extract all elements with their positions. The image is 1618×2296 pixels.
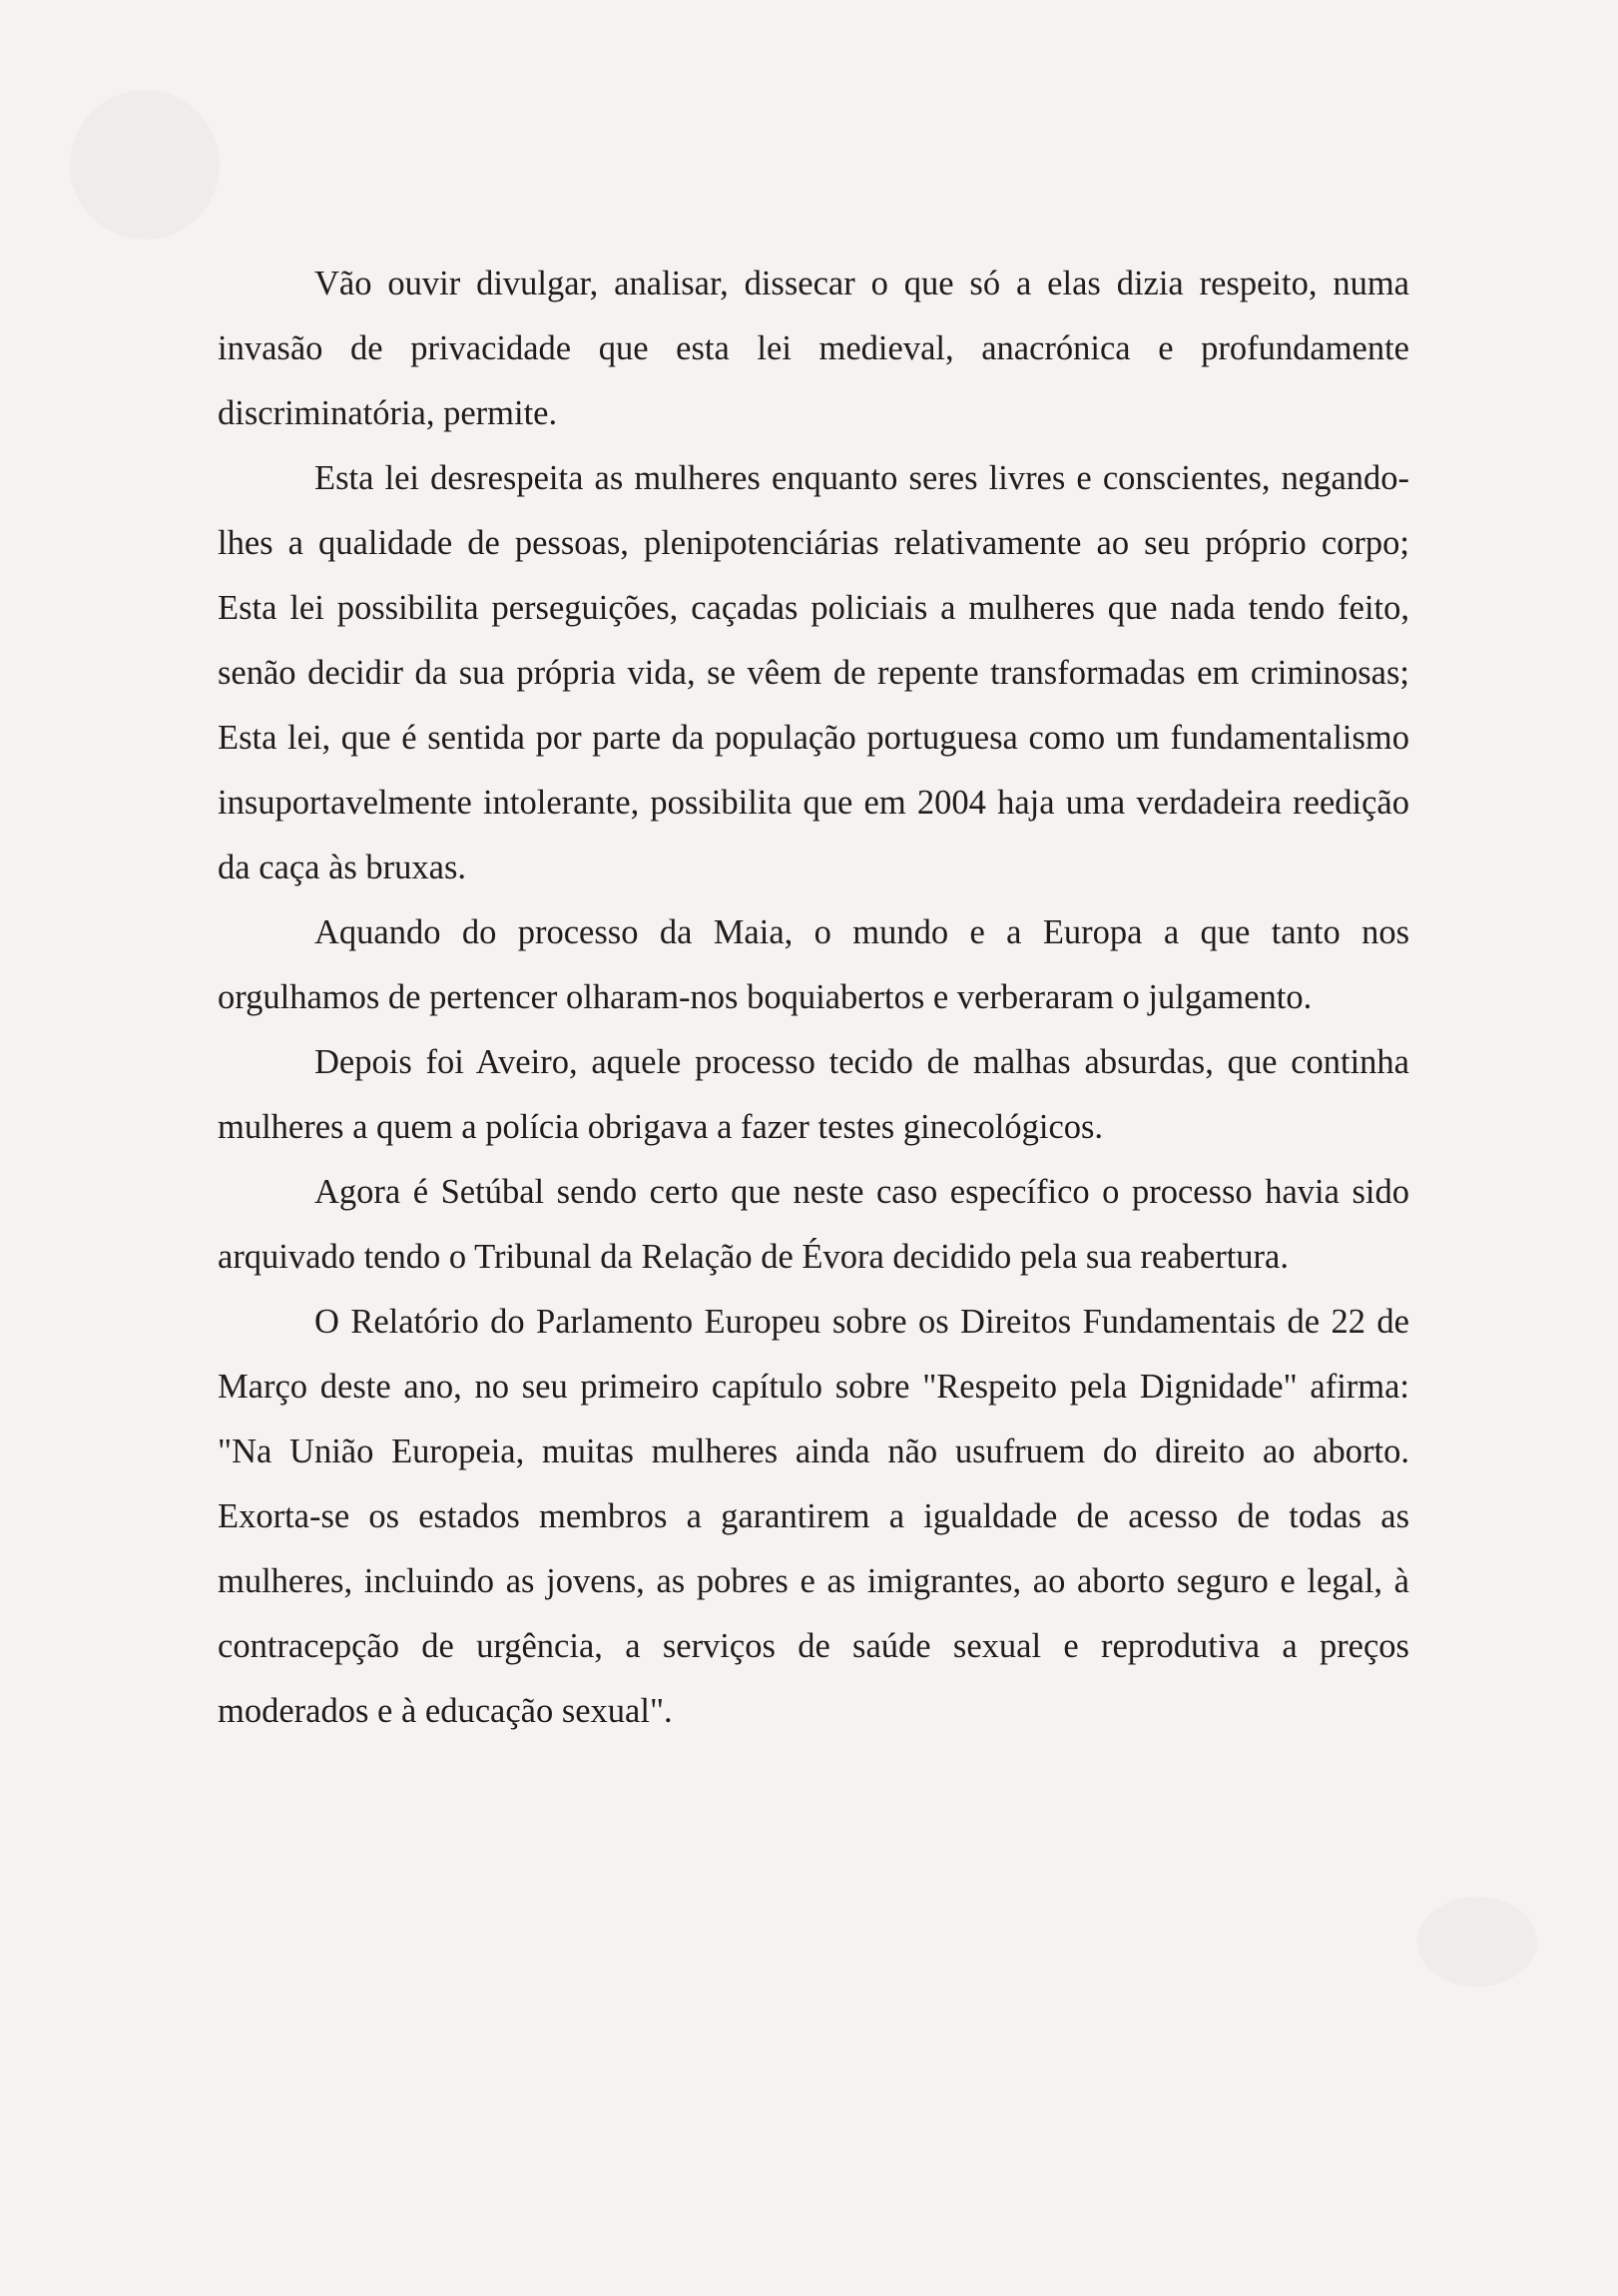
document-body (218, 252, 1409, 1744)
paper-stain (70, 90, 220, 240)
paragraph: Agora é Setúbal sendo certo que neste caso específico o processo havia sido arquivado tendo o Tribunal da Relação de Évora decidido pela sua reabertura. (218, 1173, 1409, 1276)
paper-stain (1417, 1897, 1537, 1987)
paragraph: Aquando do processo da Maia, o mundo e a Europa a que tanto nos orgulhamos de pertencer olharam-nos boquiabertos e verberaram o julgamento. (218, 913, 1409, 1016)
paragraph: O Relatório do Parlamento Europeu sobre os Direitos Fundamentais de 22 de Março deste ano, no seu primeiro capítulo sobre "Respeito pela Dignidade" afirma: "Na União Europeia, muitas mulheres ainda não usufruem do direito ao aborto. Exorta-se os estados membros a garantirem a igualdade de acesso de todas as mulheres, incluindo as jovens, as pobres e as imigrantes, ao aborto seguro e legal, à contracepção de urgência, a serviços de saúde sexual e reprodutiva a preços moderados e à educação sexual". (218, 1303, 1409, 1730)
paragraph: Esta lei desrespeita as mulheres enquanto seres livres e conscientes, negando-lhes a qualidade de pessoas, plenipotenciárias relativamente ao seu próprio corpo; Esta lei possibilita perseguições, caçadas policiais a mulheres que nada tendo feito, senão decidir da sua própria vida, se vêem de repente transformadas em criminosas; Esta lei, que é sentida por parte da população portuguesa como um fundamentalismo insuportavelmente intolerante, possibilita que em 2004 haja uma verdadeira reedição da caça às bruxas. (218, 459, 1409, 886)
paragraph: Depois foi Aveiro, aquele processo tecido de malhas absurdas, que continha mulheres a quem a polícia obrigava a fazer testes ginecológicos. (218, 1043, 1409, 1146)
paragraph: Vão ouvir divulgar, analisar, dissecar o que só a elas dizia respeito, numa invasão de privacidade que esta lei medieval, anacrónica e profundamente discriminatória, permite. (218, 265, 1409, 432)
